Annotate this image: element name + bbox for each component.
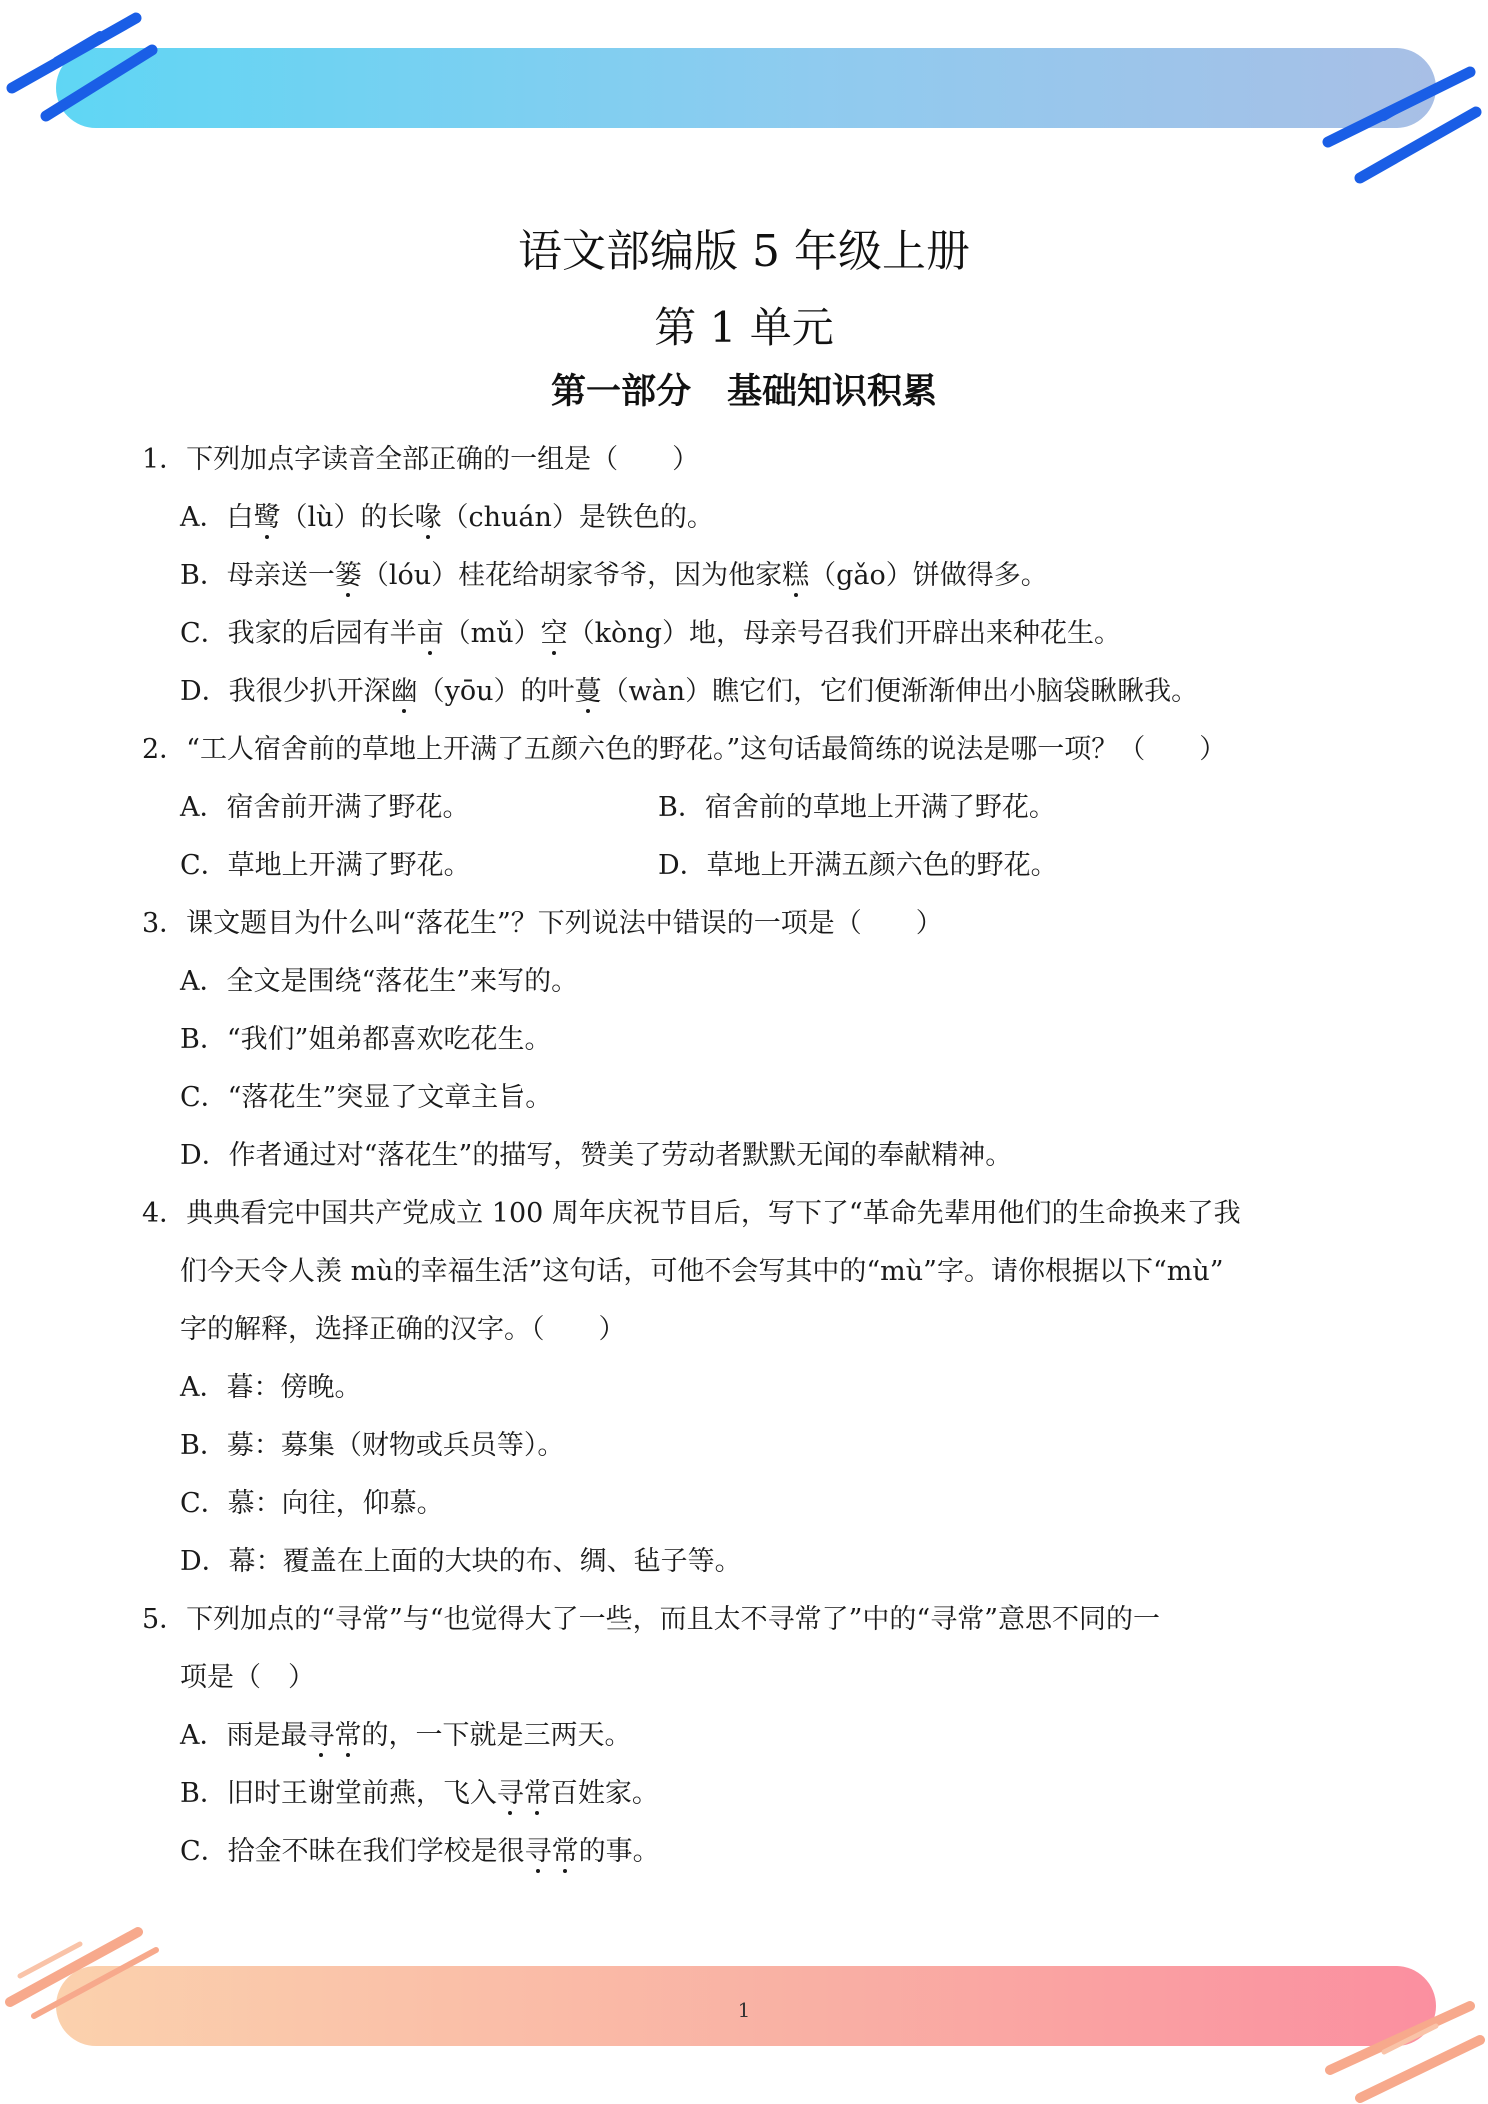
emphasis-char: 鹭 (253, 502, 281, 533)
question-4-option-d[interactable]: D．幕：覆盖在上面的大块的布、绸、毡子等。 (180, 1546, 742, 1577)
question-3-stem: 3．课文题目为什么叫“落花生”？下列说法中错误的一项是（ ） (142, 908, 943, 939)
header-banner (56, 48, 1436, 128)
section-title-name: 基础知识积累 (727, 372, 938, 412)
question-2-option-a[interactable]: A．宿舍前开满了野花。 (180, 792, 470, 823)
emphasis-char: 常 (523, 1778, 551, 1809)
question-4-stem-line: 4．典典看完中国共产党成立 100 周年庆祝节目后，写下了“革命先辈用他们的生命换来了我 (142, 1198, 1241, 1229)
question-4-option-b[interactable]: B．募：募集（财物或兵员等）。 (180, 1430, 565, 1461)
emphasis-char: 常 (334, 1720, 362, 1751)
question-1-option-c[interactable]: C．我家的后园有半亩（mǔ）空（kòng）地，母亲号召我们开辟出来种花生。 (180, 618, 1121, 649)
emphasis-char: 寻 (307, 1720, 335, 1751)
question-5-option-b[interactable]: B．旧时王谢堂前燕，飞入寻常百姓家。 (180, 1778, 659, 1809)
section-title (0, 368, 1488, 416)
question-5-stem-line: 项是（ ） (180, 1662, 315, 1693)
page-number: 1 (737, 1998, 751, 2022)
top-left-stripes-icon (0, 0, 180, 130)
question-5-option-a[interactable]: A．雨是最寻常的，一下就是三两天。 (180, 1720, 632, 1751)
question-4-stem-line: 字的解释，选择正确的汉字。（ ） (180, 1314, 626, 1345)
question-2-option-d[interactable]: D．草地上开满五颜六色的野花。 (658, 850, 1058, 881)
emphasis-char: 蔓 (574, 676, 602, 707)
emphasis-char: 篓 (334, 560, 362, 591)
emphasis-char: 幽 (390, 676, 418, 707)
emphasis-char: 寻 (496, 1778, 524, 1809)
question-3-option-b[interactable]: B．“我们”姐弟都喜欢吃花生。 (180, 1024, 552, 1055)
question-2-option-c[interactable]: C．草地上开满了野花。 (180, 850, 471, 881)
question-2-option-b[interactable]: B．宿舍前的草地上开满了野花。 (658, 792, 1056, 823)
question-5-option-c[interactable]: C．拾金不昧在我们学校是很寻常的事。 (180, 1836, 660, 1867)
emphasis-char: 常 (551, 1836, 579, 1867)
emphasis-char: 糕 (782, 560, 810, 591)
question-1-option-d[interactable]: D．我很少扒开深幽（yōu）的叶蔓（wàn）瞧它们，它们便渐渐伸出小脑袋瞅瞅我。 (180, 676, 1199, 707)
question-4-option-c[interactable]: C．慕：向往，仰慕。 (180, 1488, 444, 1519)
top-right-stripes-icon (1320, 60, 1488, 190)
question-1-option-a[interactable]: A．白鹭（lù）的长喙（chuán）是铁色的。 (180, 502, 714, 533)
question-4-option-a[interactable]: A．暮：傍晚。 (180, 1372, 362, 1403)
question-3-option-c[interactable]: C．“落花生”突显了文章主旨。 (180, 1082, 553, 1113)
question-2-stem: 2．“工人宿舍前的草地上开满了五颜六色的野花。”这句话最简练的说法是哪一项？（ ） (142, 734, 1227, 765)
question-1-option-b[interactable]: B．母亲送一篓（lóu）桂花给胡家爷爷，因为他家糕（gǎo）饼做得多。 (180, 560, 1048, 591)
page-title: 语文部编版 5 年级上册 (518, 226, 970, 277)
emphasis-char: 空 (540, 618, 568, 649)
question-3-option-d[interactable]: D．作者通过对“落花生”的描写，赞美了劳动者默默无闻的奉献精神。 (180, 1140, 1013, 1171)
emphasis-char: 寻 (524, 1836, 552, 1867)
unit-title: 第 1 单元 (654, 303, 834, 352)
section-title-part: 第一部分 (550, 372, 691, 412)
question-4-stem-line: 们今天令人羡 mù的幸福生活”这句话，可他不会写其中的“mù”字。请你根据以下“mù” (180, 1256, 1224, 1287)
question-5-stem-line: 5．下列加点的“寻常”与“也觉得大了一些，而且太不寻常了”中的“寻常”意思不同的一 (142, 1604, 1160, 1635)
question-1-stem: 1．下列加点字读音全部正确的一组是（ ） (142, 444, 700, 475)
question-3-option-a[interactable]: A．全文是围绕“落花生”来写的。 (180, 966, 579, 997)
emphasis-char: 亩 (416, 618, 444, 649)
emphasis-char: 喙 (414, 502, 442, 533)
